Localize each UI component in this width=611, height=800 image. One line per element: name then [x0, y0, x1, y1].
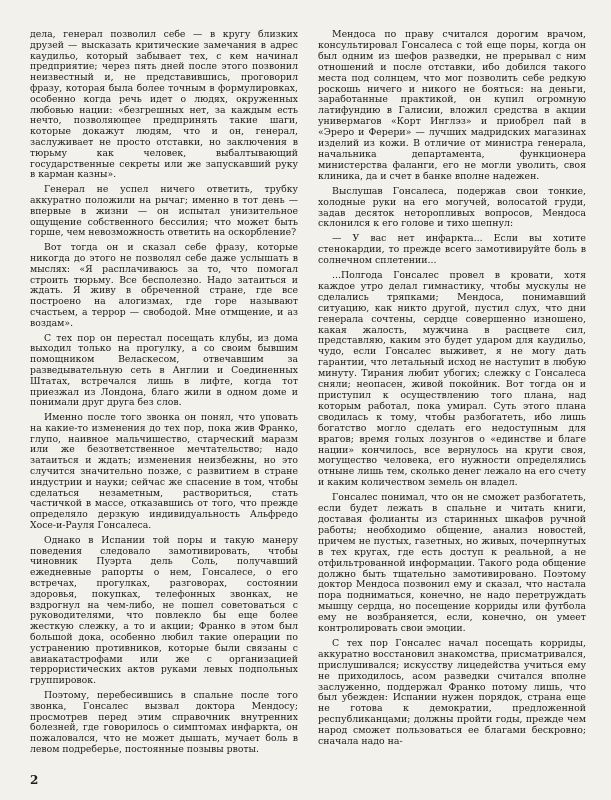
paragraph: Мендоса по праву считался дорогим врачом, консультировал Гонсалеса с той еще поры, когда он был одним из шефов разведки, не прерывал с ним отношений и после отставки, ибо добился такого места под солнцем, что мог позволить себе редкую роскошь ничего и никого не бояться: на деньги, заработанные практикой, он купил огромную латифундию в Галисии, вложил средства в акции универмагов «Корт Инглэз» и приобрел пай в «Эреро и Ферери» — лучших мадридских магазинах изделий из кожи. В отличие от министра генерала, начальника департамента, функционера министерства фаланги, его не могли уволить, своя клиника, да и счет в банке вполне надежен. [318, 29, 586, 182]
paragraph: С тех пор Гонсалес начал посещать корриды, аккуратно восстановил знакомства, присматривался, прислушивался; искусству лицедейства учиться ему не приходилось, асом разведки считался вполне заслуженно, поддержал Франко потому лишь, что был убежден: Испании нужен порядок, страна еще не готова к демократии, предложенной республиканцами; должны пройти годы, прежде чем народ сможет пользоваться ее благами бескровно; сначала надо на- [318, 637, 586, 748]
left-text-column [30, 30, 298, 760]
paragraph: С тех пор он перестал посещать клубы, из дома выходил только на прогулку, а со своим бывшим помощником Веласкесом, отвечавшим за разведывательную сеть в Англии и Соединенных Штатах, встречался лишь в лифте, когда тот приезжал из Лондона, благо жили в одном доме и понимали друг друга без слов. [30, 332, 298, 409]
right-text-column [318, 30, 586, 752]
paragraph: Однако в Испании той поры и такую манеру поведения следовало замотивировать, чтобы чиновник Пуэрта дель Соль, получавший ежедневные рапорты о нем, Гонсалесе, о его встречах, прогулках, разговорах, состоянии здоровья, покупках, телефонных звонках, не вздрогнул на чем-либо, не пошел советоваться с руководителями, что повлекло бы еще более жесткую слежку, а то и акции; Франко в этом был большой дока, особенно любил такие операции по устранению противников, которые были связаны с авиакатастрофами или же с организацией террористических актов руками левых подпольных группировок. [30, 534, 298, 687]
paragraph: Именно после того звонка он понял, что уповать на какие-то изменения до тех пор, пока жив Франко, глупо, наивное мальчишество, старческий маразм или же безответственное мечтательство; надо затаиться и ждать; изменения неизбежны, но это случится значительно позже, с развитием в стране индустрии и науки; сейчас же спасение в том, чтобы сделаться незаметным, раствориться, стать частичкой в массе, отказавшись от того, что прежде определяло дерзкую индивидуальность Альфредо Хосе-и-Рауля Гонсалеса. [30, 412, 298, 532]
paragraph: Выслушав Гонсалеса, подержав свои тонкие, холодные руки на его могучей, волосатой груди, задав десяток неторопливых вопросов, Мендоса склонился к его голове и тихо шепнул: [318, 185, 586, 230]
paragraph: дела, генерал позволил себе — в кругу близких друзей — высказать критические замечания в адрес каудильо, который забывает тех, с кем начинал предприятие; через пять дней после этого позвонил неизвестный и, не представившись, проговорил фразу, которая была более точным в формулировках, особенно когда речь идет о людях, окруженных любовью нации: «безгрешных нет, за каждым есть нечто, позволяющее предпринять такие шаги, которые докажут людям, что и он, генерал, заслуживает не просто отставки, но заключения в тюрьму как человек, выбалтывающий государственные секреты или же запускавший руку в карман казны». [30, 29, 298, 181]
paragraph: ...Полгода Гонсалес провел в кровати, хотя каждое утро делал гимнастику, чтобы мускулы не сделались тряпками; Мендоса, понимавший ситуацию, как никто другой, пустил слух, что дни генерала сочтены, сердце совершенно изношено, какая жалость, мужчина в расцвете сил, представляю, каким это будет ударом для каудильо, чудо, если Гонсалес выживет, я не могу дать гарантии, что летальный исход не наступит в любую минуту. Тирания любит убогих; слежку с Гонсалеса сняли; неопасен, живой покойник. Вот тогда он и приступил к осуществлению того плана, над которым работал, пока умирал. Суть этого плана сводилась к тому, чтобы разбогатеть, ибо лишь богатство могло сделать его недоступным для врагов; время голых лозунгов о «единстве и благе нации» кончилось, все вернулось на круги своя, могущество человека, его нужности определялись отныне лишь тем, сколько денег лежало на его счету и каким количеством земель он владел. [318, 270, 586, 489]
paragraph: Генерал не успел ничего ответить, трубку аккуратно положили на рычаг; именно в тот день — впервые в жизни — он испытал унизительное ощущение собственного бессилия; что может быть горше, чем невозможность ответить на оскорбление? [30, 184, 298, 239]
paragraph: Вот тогда он и сказал себе фразу, которые никогда до этого не позволял себе даже услышать в мыслях: «Я расплачиваюсь за то, что помогал строить тюрьму. Все бесполезно. Надо затаиться и ждать. Я живу в обреченной стране, где все построено на алогизмах, где горе называют счастьем, а террор — свободой. Мне отмщение, и аз воздам». [30, 242, 298, 329]
paragraph: — У вас нет инфаркта... Если вы хотите стенокардии, то прежде всего замотивируйте боль в солнечном сплетении... [318, 233, 586, 267]
paragraph: Поэтому, перебесившись в спальне после того звонка, Гонсалес вызвал доктора Мендосу; просмотрев перед этим справочник внутренних болезней, где говорилось о симптомах инфаркта, он пожаловался, что не может дышать, мучает боль в левом подреберье, постоянные позывы рвоты. [30, 690, 298, 755]
page-number: 2 [30, 773, 39, 787]
paragraph: Гонсалес понимал, что он не сможет разбогатеть, если будет лежать в спальне и читать книги, доставая фолианты из старинных шкафов ручной работы; необходимо общение, анализ новостей, причем не пустых, газетных, но живых, почерпнутых в тех кругах, где есть доступ к реальной, а не отфильтрованной информации. Такого рода общение должно быть тщательно замотивировано. Поэтому доктор Мендоса позвонил ему и сказал, что настала пора подниматься, конечно, не надо перетруждать мышцу сердца, но посещение корриды или футбола ему не возбраняется, если, конечно, он умеет контролировать свои эмоции. [318, 492, 586, 635]
